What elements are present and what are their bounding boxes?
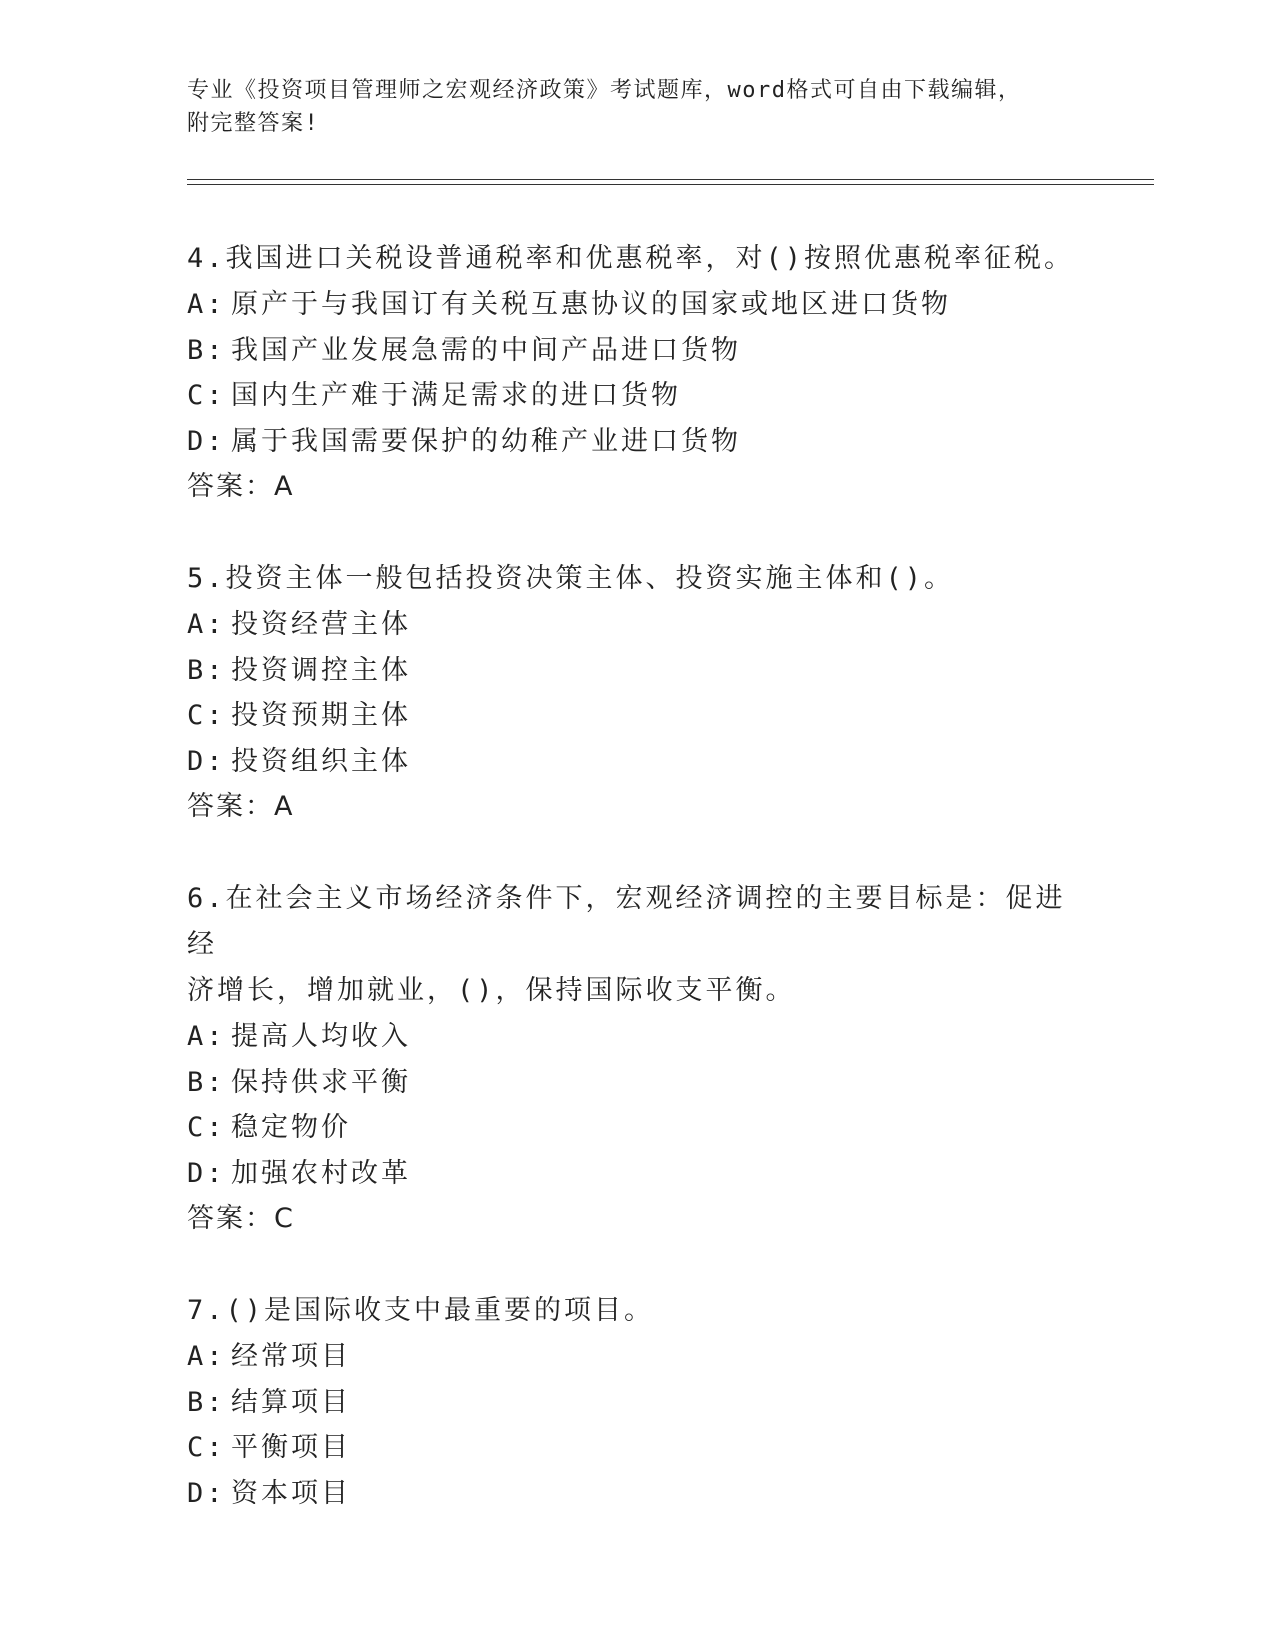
header-divider-top [187,179,1154,180]
option-text: 结算项目 [231,1386,351,1418]
option-text: 加强农村改革 [231,1157,411,1189]
option-text: 原产于与我国订有关税互惠协议的国家或地区进口货物 [231,289,951,320]
option-key: B: [187,1386,226,1418]
option-key: A: [187,289,226,320]
header-line-2: 附完整答案! [187,111,320,136]
option-key: D: [187,425,226,457]
option-text: 稳定物价 [231,1112,351,1143]
option-b [187,1380,1087,1426]
option-b [187,648,1087,694]
option-b [187,328,1087,374]
option-text: 国内生产难于满足需求的进口货物 [231,380,681,411]
option-key: A: [187,1341,226,1372]
option-text: 提高人均收入 [231,1021,411,1052]
option-c [187,373,1087,419]
option-text: 属于我国需要保护的幼稚产业进口货物 [231,425,741,457]
header-line-1: 专业《投资项目管理师之宏观经济政策》考试题库，word格式可自由下载编辑， [187,78,1022,103]
option-key: C: [187,700,226,731]
document-header [187,74,1087,140]
option-key: D: [187,745,226,777]
option-text: 投资预期主体 [231,700,411,731]
answer-value: A [274,471,295,502]
answer-value: A [274,791,295,822]
option-c [187,1425,1087,1471]
question-stem: 4.我国进口关税设普通税率和优惠税率，对()按照优惠税率征税。 [187,243,1075,274]
question-stem-line-2: 济增长，增加就业，()，保持国际收支平衡。 [187,975,796,1006]
option-a [187,1014,1087,1060]
option-key: B: [187,334,226,366]
question-stem: 7.()是国际收支中最重要的项目。 [187,1295,655,1326]
option-key: C: [187,1432,226,1463]
answer-line [187,784,1087,830]
option-c [187,693,1087,739]
option-d [187,1151,1087,1197]
option-text: 投资组织主体 [231,745,411,777]
option-key: D: [187,1157,226,1189]
answer-line [187,464,1087,510]
answer-label: 答案： [187,1203,274,1234]
option-key: A: [187,1021,226,1052]
option-text: 投资经营主体 [231,609,411,640]
question-stem-line-1: 6.在社会主义市场经济条件下，宏观经济调控的主要目标是：促进经 [187,883,1066,960]
header-divider-bottom [187,184,1154,185]
question-stem: 5.投资主体一般包括投资决策主体、投资实施主体和()。 [187,563,955,594]
option-key: B: [187,654,226,686]
option-a [187,1334,1087,1380]
option-text: 投资调控主体 [231,654,411,686]
option-d [187,739,1087,785]
option-text: 我国产业发展急需的中间产品进口货物 [231,334,741,366]
question-7 [187,1288,1087,1516]
question-list [187,236,1087,1562]
option-d [187,1471,1087,1517]
option-key: B: [187,1066,226,1098]
option-text: 经常项目 [231,1341,351,1372]
answer-label: 答案： [187,791,274,822]
answer-value: C [274,1203,295,1234]
answer-line [187,1196,1087,1242]
option-text: 资本项目 [231,1477,351,1509]
option-b [187,1060,1087,1106]
option-key: C: [187,380,226,411]
question-6 [187,876,1087,1242]
option-key: D: [187,1477,226,1509]
option-a [187,602,1087,648]
option-text: 平衡项目 [231,1432,351,1463]
option-text: 保持供求平衡 [231,1066,411,1098]
answer-label: 答案： [187,471,274,502]
question-5 [187,556,1087,830]
option-key: C: [187,1112,226,1143]
option-key: A: [187,609,226,640]
option-d [187,419,1087,465]
option-c [187,1105,1087,1151]
option-a [187,282,1087,328]
question-4 [187,236,1087,510]
